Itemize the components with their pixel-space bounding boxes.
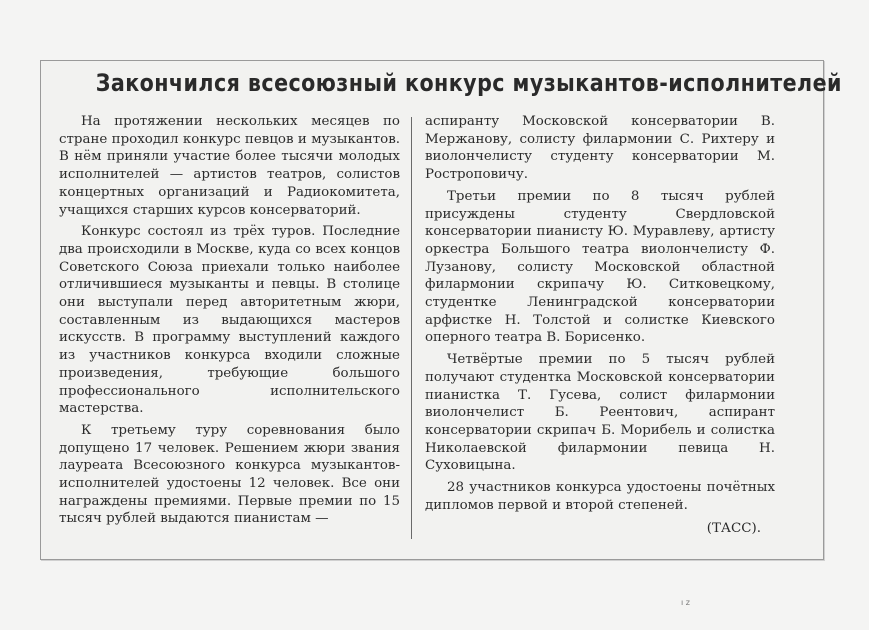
article-paragraph: 28 участников конкурса удостоены почётных дипломов первой и второй степеней. — [425, 480, 775, 513]
article-paragraph: аспиранту Московской консерватории В. Мержанову, солисту филармонии С. Рихтеру и виолончелисту студенту консерватории М. Ростроповичу. — [425, 114, 775, 183]
stray-mark: ı z — [681, 598, 690, 607]
article-headline: Закончился всесоюзный конкурс музыкантов-исполнителей — [95, 69, 842, 97]
article-signature: (ТАСС). — [706, 521, 761, 537]
article-paragraph: На протяжении нескольких месяцев по стране проходил конкурс певцов и музыкантов. В нём приняли участие более тысячи молодых исполнителей — артистов театров, солистов концертных организаций и Радиокомитета, учащихся старших курсов консерваторий. — [59, 114, 400, 218]
article-paragraph: Третьи премии по 8 тысяч рублей присуждены студенту Свердловской консерватории пианисту Ю. Муравлеву, артисту оркестра Большого театра виолончелисту Ф. Лузанову, солисту Московской областной филармонии скрипачу Ю. Ситковецкому, студентке Ленинградской консерватории арфистке Н. Толстой и солистке Киевского оперного театра В. Борисенко. — [425, 188, 775, 346]
article-paragraph: Конкурс состоял из трёх туров. Последние два происходили в Москве, куда со всех концов Советского Союза приехали только наиболее отличившиеся музыканты и певцы. В столице они выступали перед авторитетным жюри, составленным из выдающихся мастеров искусств. В программу выступлений каждого из участников конкурса входили сложные произведения, требующие большого профессионального исполнительского мастерства. — [59, 224, 400, 417]
article-paragraph: Четвёртые премии по 5 тысяч рублей получают студентка Московской консерватории пианистка Т. Гусева, солист филармонии виолончелист Б. Реентович, аспирант консерватории скрипач Б. Морибель и солистка Николаевской филармонии певица Н. Суховицына. — [425, 352, 775, 474]
article-left-column — [59, 113, 400, 528]
column-divider — [411, 117, 412, 539]
article-right-column — [425, 113, 775, 538]
article-paragraph: К третьему туру соревнования было допущено 17 человек. Решением жюри звания лауреата Всесоюзного конкурса музыкантов-исполнителей удостоены 12 человек. Все они награждены премиями. Первые премии по 15 тысяч рублей выдаются пианистам — — [59, 422, 400, 527]
newspaper-clipping — [40, 60, 842, 560]
